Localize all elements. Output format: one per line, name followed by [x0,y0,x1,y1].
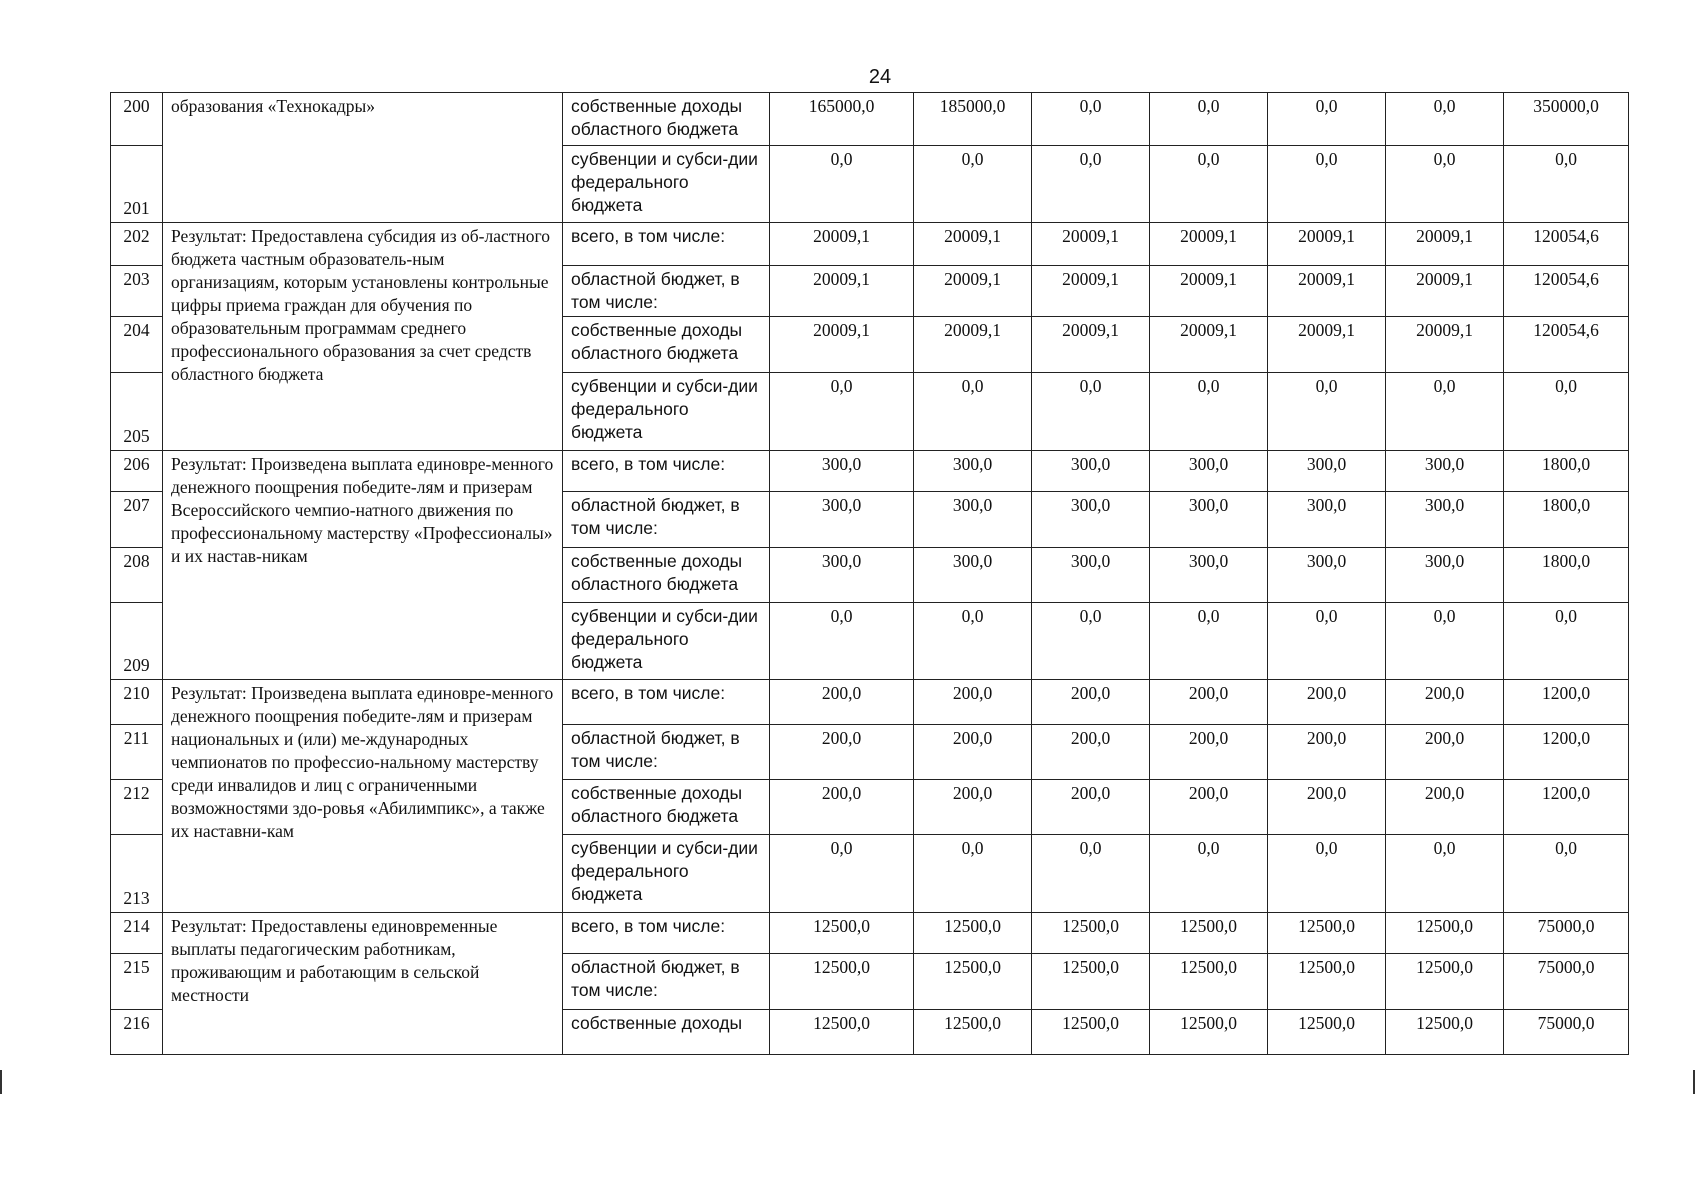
result-description: Результат: Предоставлены единовременные выплаты педагогическим работникам, проживающим и работающим в сельской местности [163,913,563,1055]
year-value: 0,0 [1150,835,1268,913]
year-value: 12500,0 [914,954,1032,1010]
year-value: 300,0 [770,548,914,603]
year-value: 200,0 [770,780,914,835]
year-value: 300,0 [1032,548,1150,603]
year-value: 200,0 [1150,780,1268,835]
funding-source: областной бюджет, в том числе: [563,266,770,317]
year-value: 20009,1 [1386,317,1504,373]
total-value: 0,0 [1504,373,1629,451]
row-number: 201 [111,146,163,223]
row-number: 202 [111,223,163,266]
year-value: 0,0 [1032,835,1150,913]
row-number: 210 [111,680,163,725]
table-row [111,451,1629,492]
year-value: 20009,1 [1150,317,1268,373]
year-value: 12500,0 [770,954,914,1010]
year-value: 200,0 [1268,780,1386,835]
total-value: 120054,6 [1504,266,1629,317]
row-number: 205 [111,373,163,451]
year-value: 0,0 [1268,835,1386,913]
row-number: 207 [111,492,163,548]
year-value: 0,0 [1268,603,1386,680]
year-value: 20009,1 [1032,317,1150,373]
total-value: 75000,0 [1504,954,1629,1010]
year-value: 200,0 [1032,680,1150,725]
row-number: 204 [111,317,163,373]
row-number: 209 [111,603,163,680]
year-value: 200,0 [1386,680,1504,725]
year-value: 0,0 [770,373,914,451]
year-value: 300,0 [770,492,914,548]
row-number: 215 [111,954,163,1010]
funding-source: собственные доходы областного бюджета [563,93,770,146]
year-value: 0,0 [1032,373,1150,451]
funding-source: всего, в том числе: [563,680,770,725]
year-value: 300,0 [1150,451,1268,492]
result-description: Результат: Произведена выплата единовре-менного денежного поощрения победите-лям и призерам национальных и (или) ме-ждународных чемпионатов по профессио-нальному мастерству среди инвалидов и лиц с ограниченными возможностями здо-ровья «Абилимпикс», а также их наставни-кам [163,680,563,913]
year-value: 12500,0 [1268,1010,1386,1055]
row-number: 212 [111,780,163,835]
year-value: 12500,0 [1386,954,1504,1010]
year-value: 12500,0 [1268,913,1386,954]
year-value: 20009,1 [1386,266,1504,317]
year-value: 0,0 [770,146,914,223]
funding-source: субвенции и субси-дии федерального бюджета [563,603,770,680]
year-value: 12500,0 [1032,954,1150,1010]
year-value: 0,0 [1386,146,1504,223]
funding-source: всего, в том числе: [563,913,770,954]
year-value: 300,0 [1032,451,1150,492]
row-number: 213 [111,835,163,913]
total-value: 0,0 [1504,603,1629,680]
year-value: 20009,1 [1032,223,1150,266]
year-value: 200,0 [1386,780,1504,835]
funding-source: собственные доходы областного бюджета [563,780,770,835]
year-value: 20009,1 [914,317,1032,373]
year-value: 12500,0 [1150,1010,1268,1055]
year-value: 300,0 [1150,492,1268,548]
total-value: 0,0 [1504,835,1629,913]
margin-mark [1693,1070,1695,1094]
year-value: 20009,1 [770,317,914,373]
year-value: 20009,1 [1268,317,1386,373]
year-value: 300,0 [1386,492,1504,548]
year-value: 20009,1 [1150,266,1268,317]
funding-source: субвенции и субси-дии федерального бюджета [563,835,770,913]
year-value: 300,0 [1386,451,1504,492]
year-value: 300,0 [1032,492,1150,548]
year-value: 0,0 [1032,93,1150,146]
margin-mark [0,1070,2,1094]
year-value: 300,0 [914,492,1032,548]
year-value: 300,0 [770,451,914,492]
total-value: 0,0 [1504,146,1629,223]
year-value: 300,0 [1268,451,1386,492]
result-description: образования «Технокадры» [163,93,563,223]
total-value: 1200,0 [1504,780,1629,835]
result-description: Результат: Произведена выплата единовре-менного денежного поощрения победите-лям и призерам Всероссийского чемпио-натного движения по профессиональному мастерству «Профессионалы» и их настав-никам [163,451,563,680]
year-value: 300,0 [1268,548,1386,603]
funding-source: субвенции и субси-дии федерального бюджета [563,146,770,223]
year-value: 12500,0 [1386,1010,1504,1055]
year-value: 20009,1 [1032,266,1150,317]
row-number: 203 [111,266,163,317]
year-value: 12500,0 [1150,954,1268,1010]
budget-table [110,92,1629,1055]
funding-source: областной бюджет, в том числе: [563,492,770,548]
year-value: 200,0 [1150,725,1268,780]
year-value: 12500,0 [914,1010,1032,1055]
year-value: 0,0 [1268,93,1386,146]
year-value: 300,0 [914,548,1032,603]
total-value: 1200,0 [1504,680,1629,725]
table-row [111,680,1629,725]
year-value: 12500,0 [1150,913,1268,954]
funding-source: собственные доходы областного бюджета [563,317,770,373]
year-value: 12500,0 [1032,1010,1150,1055]
year-value: 200,0 [1150,680,1268,725]
year-value: 12500,0 [1032,913,1150,954]
result-description: Результат: Предоставлена субсидия из об-ластного бюджета частным образователь-ным организациям, которым установлены контрольные цифры приема граждан для обучения по образовательным программам среднего профессионального образования за счет средств областного бюджета [163,223,563,451]
total-value: 120054,6 [1504,317,1629,373]
year-value: 0,0 [1150,373,1268,451]
row-number: 211 [111,725,163,780]
year-value: 0,0 [1386,835,1504,913]
year-value: 0,0 [1150,603,1268,680]
row-number: 214 [111,913,163,954]
total-value: 350000,0 [1504,93,1629,146]
year-value: 165000,0 [770,93,914,146]
row-number: 206 [111,451,163,492]
year-value: 0,0 [914,603,1032,680]
funding-source: субвенции и субси-дии федерального бюджета [563,373,770,451]
year-value: 300,0 [1150,548,1268,603]
year-value: 0,0 [914,373,1032,451]
year-value: 0,0 [1386,373,1504,451]
year-value: 20009,1 [1150,223,1268,266]
total-value: 75000,0 [1504,913,1629,954]
year-value: 200,0 [914,725,1032,780]
row-number: 200 [111,93,163,146]
year-value: 0,0 [1268,373,1386,451]
year-value: 20009,1 [1268,223,1386,266]
year-value: 12500,0 [770,913,914,954]
year-value: 185000,0 [914,93,1032,146]
year-value: 0,0 [914,835,1032,913]
year-value: 200,0 [914,680,1032,725]
year-value: 0,0 [1150,146,1268,223]
funding-source: собственные доходы областного бюджета [563,548,770,603]
year-value: 0,0 [1268,146,1386,223]
table-body [111,93,1629,1055]
year-value: 12500,0 [914,913,1032,954]
year-value: 200,0 [1032,725,1150,780]
year-value: 20009,1 [914,223,1032,266]
year-value: 0,0 [1150,93,1268,146]
year-value: 0,0 [1032,603,1150,680]
table-row [111,913,1629,954]
year-value: 200,0 [1386,725,1504,780]
total-value: 1200,0 [1504,725,1629,780]
total-value: 120054,6 [1504,223,1629,266]
year-value: 20009,1 [1268,266,1386,317]
year-value: 0,0 [1032,146,1150,223]
funding-source: областной бюджет, в том числе: [563,725,770,780]
funding-source: собственные доходы [563,1010,770,1055]
year-value: 200,0 [1032,780,1150,835]
year-value: 300,0 [1268,492,1386,548]
year-value: 0,0 [770,603,914,680]
year-value: 200,0 [770,725,914,780]
total-value: 75000,0 [1504,1010,1629,1055]
funding-source: всего, в том числе: [563,451,770,492]
row-number: 216 [111,1010,163,1055]
table-row [111,223,1629,266]
year-value: 12500,0 [1386,913,1504,954]
year-value: 300,0 [1386,548,1504,603]
year-value: 0,0 [770,835,914,913]
funding-source: областной бюджет, в том числе: [563,954,770,1010]
funding-source: всего, в том числе: [563,223,770,266]
year-value: 200,0 [914,780,1032,835]
year-value: 0,0 [914,146,1032,223]
total-value: 1800,0 [1504,451,1629,492]
year-value: 300,0 [914,451,1032,492]
year-value: 200,0 [1268,725,1386,780]
total-value: 1800,0 [1504,548,1629,603]
year-value: 20009,1 [770,266,914,317]
page-number: 24 [868,66,892,88]
total-value: 1800,0 [1504,492,1629,548]
year-value: 200,0 [770,680,914,725]
table-row [111,93,1629,146]
year-value: 20009,1 [914,266,1032,317]
year-value: 20009,1 [770,223,914,266]
year-value: 0,0 [1386,603,1504,680]
row-number: 208 [111,548,163,603]
year-value: 12500,0 [770,1010,914,1055]
year-value: 20009,1 [1386,223,1504,266]
year-value: 0,0 [1386,93,1504,146]
year-value: 12500,0 [1268,954,1386,1010]
year-value: 200,0 [1268,680,1386,725]
